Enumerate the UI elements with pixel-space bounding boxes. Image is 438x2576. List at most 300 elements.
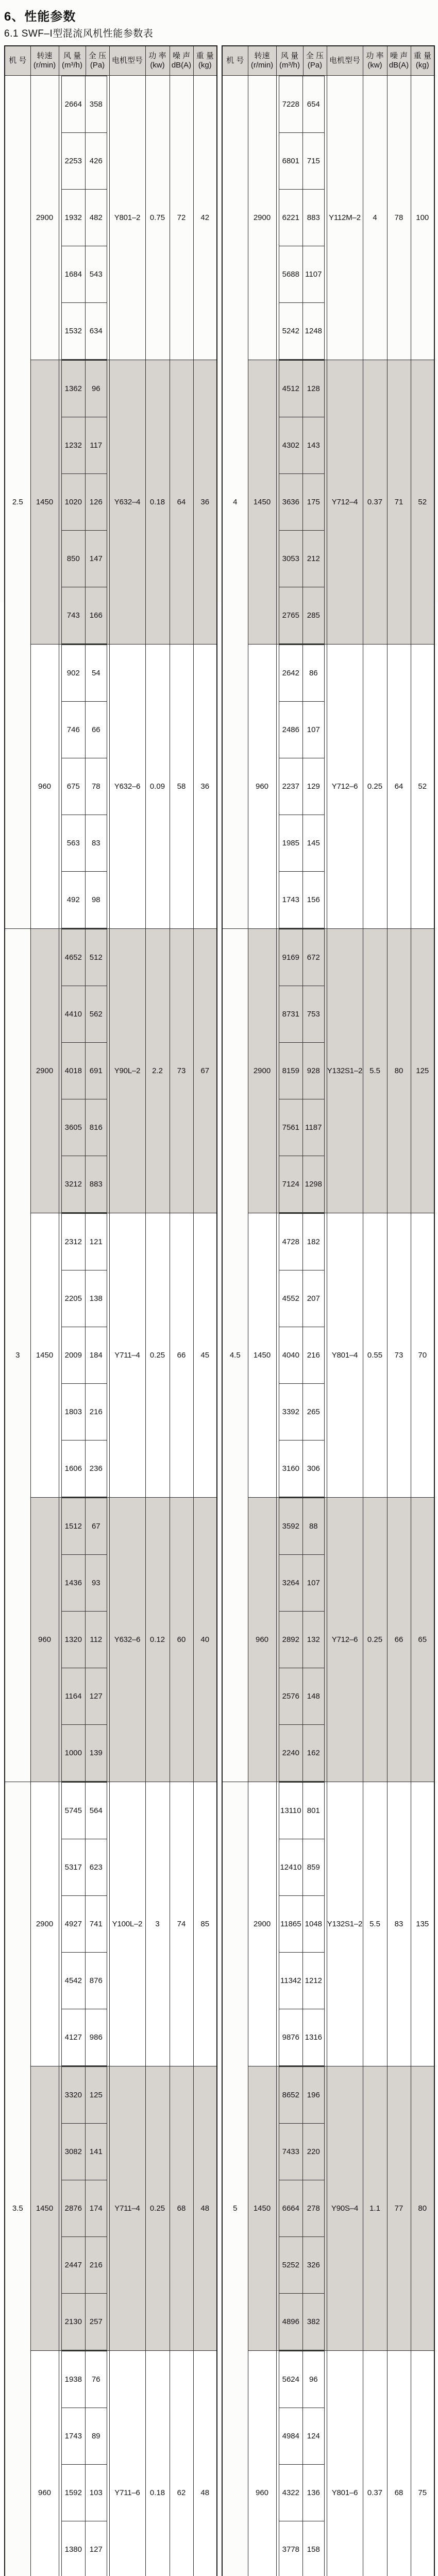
pressure-value: 86 — [303, 645, 324, 701]
fp-row — [61, 1498, 107, 1554]
pressure-value: 859 — [303, 1839, 324, 1895]
pressure-value: 132 — [303, 1611, 324, 1668]
fp-row — [279, 758, 324, 815]
pressure-value: 158 — [303, 2521, 324, 2576]
fp-row — [279, 2408, 324, 2464]
pressure-value: 145 — [303, 815, 324, 871]
flow-pressure-cell — [276, 2350, 327, 2576]
noise-cell: 74 — [170, 1782, 193, 2066]
motor-model-cell: Y632–4 — [109, 360, 145, 644]
fp-row — [279, 132, 324, 189]
col-header-unit: (kw) — [363, 61, 387, 70]
airflow-value: 1743 — [61, 2408, 86, 2464]
pressure-value: 143 — [303, 417, 324, 473]
noise-cell: 58 — [170, 644, 193, 928]
col-header-label: 功 率 — [363, 52, 387, 61]
fp-row — [279, 417, 324, 473]
fp-row — [61, 815, 107, 871]
speed-cell: 1450 — [248, 2066, 276, 2350]
pressure-value: 125 — [86, 2066, 107, 2123]
fp-row — [279, 473, 324, 530]
fp-row — [279, 1327, 324, 1383]
pressure-value: 78 — [86, 758, 107, 815]
airflow-value: 1436 — [61, 1554, 86, 1611]
noise-cell: 77 — [387, 2066, 411, 2350]
airflow-value: 2312 — [61, 1213, 86, 1270]
fp-row — [61, 1440, 107, 1497]
airflow-value: 4512 — [279, 360, 303, 417]
fp-body — [279, 2351, 324, 2576]
pressure-value: 1107 — [303, 246, 324, 302]
parameter-table-right — [222, 45, 435, 2576]
fp-row — [61, 2293, 107, 2350]
flow-pressure-subtable — [279, 2351, 325, 2576]
machine-number-cell: 2.5 — [5, 75, 30, 928]
airflow-value: 1743 — [279, 871, 303, 928]
airflow-value: 7228 — [279, 76, 303, 132]
fp-row — [61, 701, 107, 758]
fp-row — [279, 2236, 324, 2293]
machine-number-cell: 3 — [5, 928, 30, 1782]
col-header-label: 功 率 — [146, 52, 170, 61]
fp-body — [279, 1213, 324, 1497]
col-header-label: 风 量 — [277, 52, 303, 61]
col-header-weight — [411, 46, 434, 75]
fp-row — [279, 1440, 324, 1497]
page-title: 6、性能参数 — [4, 6, 76, 24]
flow-pressure-subtable — [61, 1498, 107, 1782]
weight-cell: 45 — [193, 1213, 217, 1497]
flow-pressure-cell — [59, 644, 109, 928]
motor-model-cell: Y711–6 — [109, 2350, 145, 2576]
airflow-value: 4984 — [279, 2408, 303, 2464]
airflow-value: 2892 — [279, 1611, 303, 1668]
pressure-value: 127 — [86, 1668, 107, 1724]
airflow-value: 2664 — [61, 76, 86, 132]
airflow-value: 6664 — [279, 2180, 303, 2236]
airflow-value: 6801 — [279, 132, 303, 189]
col-header-airflow — [276, 46, 303, 75]
col-header-speed — [30, 46, 59, 75]
airflow-value: 4018 — [61, 1042, 86, 1099]
fp-row — [61, 986, 107, 1042]
pressure-value: 691 — [86, 1042, 107, 1099]
airflow-value: 1938 — [61, 2351, 86, 2408]
pressure-value: 876 — [86, 1952, 107, 2009]
pressure-value: 741 — [86, 1895, 107, 1952]
pressure-value: 138 — [86, 1270, 107, 1327]
airflow-value: 492 — [61, 871, 86, 928]
pressure-value: 1316 — [303, 2009, 324, 2065]
airflow-value: 5745 — [61, 1782, 86, 1839]
speed-group-row — [5, 1213, 217, 1497]
pressure-value: 564 — [86, 1782, 107, 1839]
fp-row — [61, 2408, 107, 2464]
col-header-unit: (r/min) — [31, 61, 59, 70]
col-header-label: 电机型号 — [110, 56, 145, 65]
fp-row — [279, 1554, 324, 1611]
pressure-value: 107 — [303, 1554, 324, 1611]
flow-pressure-subtable — [61, 2066, 107, 2350]
airflow-value: 2447 — [61, 2236, 86, 2293]
airflow-value: 4728 — [279, 1213, 303, 1270]
fp-body — [279, 1782, 324, 2065]
airflow-value: 1932 — [61, 189, 86, 246]
table-body — [5, 75, 217, 2576]
noise-cell: 78 — [387, 75, 411, 360]
power-cell: 0.55 — [363, 1213, 387, 1497]
pressure-value: 128 — [303, 360, 324, 417]
fp-row — [279, 1156, 324, 1212]
flow-pressure-cell — [276, 644, 327, 928]
speed-cell: 960 — [30, 2350, 59, 2576]
col-header-pressure — [86, 46, 109, 75]
col-header-label: 重 量 — [411, 52, 434, 61]
fp-row — [279, 302, 324, 359]
airflow-value: 2253 — [61, 132, 86, 189]
fp-row — [279, 2464, 324, 2521]
machine-number-cell: 3.5 — [5, 1782, 30, 2576]
pressure-value: 139 — [86, 1724, 107, 1781]
speed-group-row — [222, 644, 434, 928]
pressure-value: 1212 — [303, 1952, 324, 2009]
col-header-pressure — [303, 46, 327, 75]
flow-pressure-cell — [276, 1497, 327, 1782]
pressure-value: 148 — [303, 1668, 324, 1724]
col-header-label: 机 号 — [223, 56, 248, 65]
power-cell: 0.25 — [145, 1213, 170, 1497]
fp-row — [61, 2521, 107, 2576]
machine-number-cell: 4 — [222, 75, 248, 928]
pressure-value: 715 — [303, 132, 324, 189]
speed-group-row — [5, 2066, 217, 2350]
col-header-airflow — [59, 46, 86, 75]
pressure-value: 126 — [86, 473, 107, 530]
power-cell: 0.75 — [145, 75, 170, 360]
weight-cell: 36 — [193, 644, 217, 928]
airflow-value: 4322 — [279, 2464, 303, 2521]
airflow-value: 4410 — [61, 986, 86, 1042]
flow-pressure-subtable — [61, 929, 107, 1213]
airflow-value: 8652 — [279, 2066, 303, 2123]
pressure-value: 883 — [303, 189, 324, 246]
fp-row — [61, 1270, 107, 1327]
fp-row — [279, 986, 324, 1042]
airflow-value: 2240 — [279, 1724, 303, 1781]
airflow-value: 5242 — [279, 302, 303, 359]
weight-cell: 36 — [193, 360, 217, 644]
airflow-value: 4302 — [279, 417, 303, 473]
airflow-value: 2642 — [279, 645, 303, 701]
speed-group-row — [5, 1782, 217, 2066]
noise-cell: 64 — [170, 360, 193, 644]
fp-row — [61, 929, 107, 986]
speed-group-row — [222, 1497, 434, 1782]
power-cell: 0.37 — [363, 360, 387, 644]
speed-cell: 2900 — [30, 928, 59, 1213]
speed-cell: 2900 — [248, 1782, 276, 2066]
col-header-noise — [170, 46, 193, 75]
power-cell: 5.5 — [363, 928, 387, 1213]
motor-model-cell: Y712–6 — [327, 644, 363, 928]
pressure-value: 216 — [86, 1383, 107, 1440]
fp-row — [279, 1952, 324, 2009]
motor-model-cell: Y712–6 — [327, 1497, 363, 1782]
airflow-value: 743 — [61, 587, 86, 643]
flow-pressure-cell — [276, 1782, 327, 2066]
pressure-value: 216 — [303, 1327, 324, 1383]
speed-group-row — [222, 360, 434, 644]
pressure-value: 88 — [303, 1498, 324, 1554]
noise-cell: 62 — [170, 2350, 193, 2576]
fp-row — [61, 2464, 107, 2521]
airflow-value: 13110 — [279, 1782, 303, 1839]
fp-body — [279, 2066, 324, 2350]
airflow-value: 8731 — [279, 986, 303, 1042]
machine-number-cell: 4.5 — [222, 928, 248, 1782]
flow-pressure-cell — [59, 1782, 109, 2066]
speed-cell: 960 — [248, 2350, 276, 2576]
airflow-value: 902 — [61, 645, 86, 701]
col-header-unit: (Pa) — [86, 61, 109, 70]
airflow-value: 1232 — [61, 417, 86, 473]
airflow-value: 1164 — [61, 1668, 86, 1724]
airflow-value: 1985 — [279, 815, 303, 871]
fp-row — [279, 2123, 324, 2180]
pressure-value: 121 — [86, 1213, 107, 1270]
airflow-value: 6221 — [279, 189, 303, 246]
airflow-value: 3264 — [279, 1554, 303, 1611]
airflow-value: 2765 — [279, 587, 303, 643]
noise-cell: 71 — [387, 360, 411, 644]
machine-number-cell: 5 — [222, 1782, 248, 2576]
pressure-value: 196 — [303, 2066, 324, 2123]
pressure-value: 257 — [86, 2293, 107, 2350]
fp-row — [279, 929, 324, 986]
pressure-value: 107 — [303, 701, 324, 758]
weight-cell: 70 — [411, 1213, 434, 1497]
pressure-value: 96 — [303, 2351, 324, 2408]
motor-model-cell: Y90L–2 — [109, 928, 145, 1213]
speed-cell: 1450 — [248, 360, 276, 644]
pressure-value: 83 — [86, 815, 107, 871]
fp-row — [61, 1099, 107, 1156]
pressure-value: 543 — [86, 246, 107, 302]
fp-row — [61, 2236, 107, 2293]
noise-cell: 73 — [387, 1213, 411, 1497]
fp-row — [61, 871, 107, 928]
weight-cell: 125 — [411, 928, 434, 1213]
motor-model-cell: Y711–4 — [109, 1213, 145, 1497]
fp-row — [279, 1498, 324, 1554]
col-header-label: 全 压 — [86, 52, 109, 61]
airflow-value: 4127 — [61, 2009, 86, 2065]
col-header-label: 全 压 — [304, 52, 327, 61]
motor-model-cell: Y801–4 — [327, 1213, 363, 1497]
col-header-power — [145, 46, 170, 75]
airflow-value: 2130 — [61, 2293, 86, 2350]
power-cell: 0.25 — [363, 1497, 387, 1782]
pressure-value: 127 — [86, 2521, 107, 2576]
fp-row — [279, 2351, 324, 2408]
col-header-unit: (r/min) — [248, 61, 276, 70]
flow-pressure-subtable — [61, 360, 107, 644]
motor-model-cell: Y632–6 — [109, 1497, 145, 1782]
pressure-value: 147 — [86, 530, 107, 587]
weight-cell: 135 — [411, 1782, 434, 2066]
airflow-value: 2009 — [61, 1327, 86, 1383]
tables-row — [4, 45, 435, 2576]
flow-pressure-subtable — [61, 2351, 107, 2576]
fp-row — [61, 1952, 107, 2009]
pressure-value: 623 — [86, 1839, 107, 1895]
airflow-value: 4896 — [279, 2293, 303, 2350]
airflow-value: 11342 — [279, 1952, 303, 2009]
power-cell: 0.18 — [145, 360, 170, 644]
fp-body — [279, 76, 324, 359]
fp-row — [279, 1213, 324, 1270]
table-body — [222, 75, 434, 2576]
airflow-value: 7124 — [279, 1156, 303, 1212]
noise-cell: 68 — [387, 2350, 411, 2576]
pressure-value: 76 — [86, 2351, 107, 2408]
col-header-machine-no — [5, 46, 30, 75]
speed-cell: 960 — [30, 1497, 59, 1782]
fp-row — [61, 2066, 107, 2123]
airflow-value: 3778 — [279, 2521, 303, 2576]
pressure-value: 112 — [86, 1611, 107, 1668]
flow-pressure-cell — [59, 2066, 109, 2350]
pressure-value: 54 — [86, 645, 107, 701]
flow-pressure-cell — [276, 2066, 327, 2350]
fp-row — [279, 2066, 324, 2123]
motor-model-cell: Y132S1–2 — [327, 928, 363, 1213]
fp-row — [61, 2123, 107, 2180]
fp-row — [61, 1895, 107, 1952]
flow-pressure-subtable — [279, 76, 325, 360]
airflow-value: 675 — [61, 758, 86, 815]
pressure-value: 124 — [303, 2408, 324, 2464]
weight-cell: 52 — [411, 644, 434, 928]
weight-cell: 48 — [193, 2350, 217, 2576]
motor-model-cell: Y112M–2 — [327, 75, 363, 360]
motor-model-cell: Y801–6 — [327, 2350, 363, 2576]
pressure-value: 1298 — [303, 1156, 324, 1212]
flow-pressure-cell — [276, 360, 327, 644]
motor-model-cell: Y100L–2 — [109, 1782, 145, 2066]
weight-cell: 40 — [193, 1497, 217, 1782]
flow-pressure-subtable — [279, 645, 325, 928]
airflow-value: 12410 — [279, 1839, 303, 1895]
airflow-value: 3212 — [61, 1156, 86, 1212]
table-header — [222, 46, 434, 75]
noise-cell: 66 — [387, 1497, 411, 1782]
airflow-value: 11865 — [279, 1895, 303, 1952]
fp-row — [279, 1270, 324, 1327]
fp-row — [279, 76, 324, 132]
col-header-unit: dB(A) — [170, 61, 193, 70]
airflow-value: 3392 — [279, 1383, 303, 1440]
noise-cell: 83 — [387, 1782, 411, 2066]
table-header — [5, 46, 217, 75]
airflow-value: 7561 — [279, 1099, 303, 1156]
flow-pressure-subtable — [279, 1213, 325, 1497]
pressure-value: 1187 — [303, 1099, 324, 1156]
power-cell: 1.1 — [363, 2066, 387, 2350]
weight-cell: 75 — [411, 2350, 434, 2576]
weight-cell: 48 — [193, 2066, 217, 2350]
col-header-unit: (kg) — [194, 61, 217, 70]
airflow-value: 746 — [61, 701, 86, 758]
airflow-value: 4927 — [61, 1895, 86, 1952]
speed-group-row — [5, 928, 217, 1213]
fp-body — [279, 1498, 324, 1781]
fp-row — [279, 645, 324, 701]
fp-row — [279, 587, 324, 643]
power-cell: 2.2 — [145, 928, 170, 1213]
fp-row — [61, 246, 107, 302]
fp-row — [61, 1839, 107, 1895]
weight-cell: 52 — [411, 360, 434, 644]
page-subtitle: 6.1 SWF–I型混流风机性能参数表 — [4, 26, 153, 40]
airflow-value: 5624 — [279, 2351, 303, 2408]
pressure-value: 67 — [86, 1498, 107, 1554]
speed-cell: 1450 — [30, 1213, 59, 1497]
airflow-value: 1320 — [61, 1611, 86, 1668]
pressure-value: 562 — [86, 986, 107, 1042]
motor-model-cell: Y132S1–2 — [327, 1782, 363, 2066]
pressure-value: 141 — [86, 2123, 107, 2180]
airflow-value: 1362 — [61, 360, 86, 417]
col-header-unit: (m³/h) — [277, 61, 303, 70]
col-header-label: 噪 声 — [170, 52, 193, 61]
weight-cell: 67 — [193, 928, 217, 1213]
pressure-value: 426 — [86, 132, 107, 189]
flow-pressure-subtable — [61, 1782, 107, 2066]
fp-body — [61, 1782, 107, 2065]
fp-row — [61, 473, 107, 530]
fp-row — [61, 530, 107, 587]
col-header-label: 机 号 — [5, 56, 30, 65]
fp-row — [279, 871, 324, 928]
flow-pressure-cell — [59, 2350, 109, 2576]
airflow-value: 9876 — [279, 2009, 303, 2065]
flow-pressure-cell — [59, 1213, 109, 1497]
flow-pressure-subtable — [279, 360, 325, 644]
noise-cell: 80 — [387, 928, 411, 1213]
header-row — [222, 46, 434, 75]
flow-pressure-cell — [59, 360, 109, 644]
fp-body — [61, 2066, 107, 2350]
airflow-value: 2237 — [279, 758, 303, 815]
fp-row — [61, 1383, 107, 1440]
fp-row — [279, 1383, 324, 1440]
noise-cell: 73 — [170, 928, 193, 1213]
airflow-value: 3160 — [279, 1440, 303, 1497]
airflow-value: 1000 — [61, 1724, 86, 1781]
pressure-value: 382 — [303, 2293, 324, 2350]
col-header-label: 电机型号 — [327, 56, 363, 65]
pressure-value: 136 — [303, 2464, 324, 2521]
fp-row — [61, 360, 107, 417]
motor-model-cell: Y90S–4 — [327, 2066, 363, 2350]
fp-row — [279, 2521, 324, 2576]
pressure-value: 89 — [86, 2408, 107, 2464]
speed-cell: 960 — [248, 1497, 276, 1782]
power-cell: 3 — [145, 1782, 170, 2066]
fp-body — [61, 645, 107, 928]
fp-row — [279, 2180, 324, 2236]
